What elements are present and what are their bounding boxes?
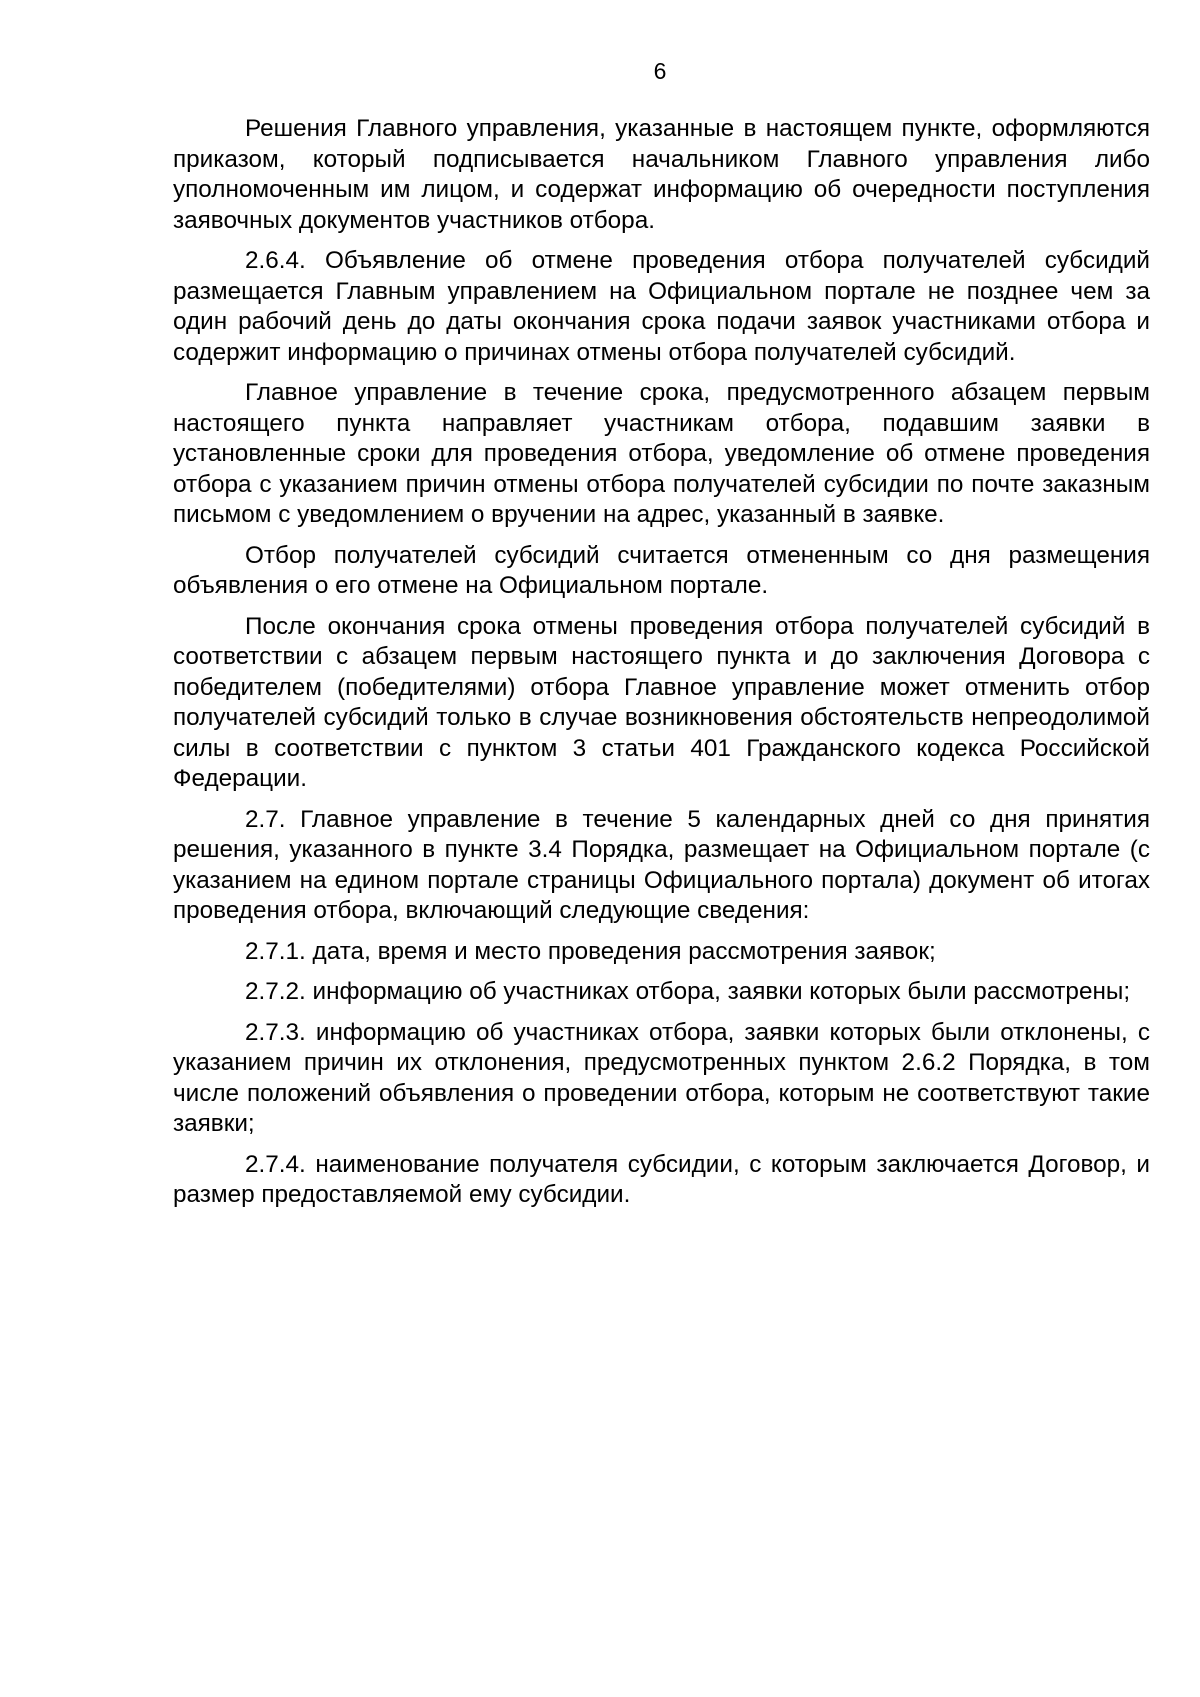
paragraph-2-6-4: 2.6.4. Объявление об отмене проведения отбора получателей субсидий размещается Главным управлением на Официальном портале не позднее чем за один рабочий день до даты окончания срока подачи заявок участниками отбора и содержит информацию о причинах отмены отбора получателей субсидий. <box>173 247 1150 366</box>
paragraph-2-7-1: 2.7.1. дата, время и место проведения рассмотрения заявок; <box>245 937 936 965</box>
document-body <box>173 114 1150 1221</box>
paragraph-cancelled: Отбор получателей субсидий считается отмененным со дня размещения объявления о его отмене на Официальном портале. <box>173 541 1150 599</box>
page-number: 6 <box>653 58 667 84</box>
paragraph-2-7-2: 2.7.2. информацию об участниках отбора, заявки которых были рассмотрены; <box>245 978 1131 1005</box>
paragraph-notification: Главное управление в течение срока, предусмотренного абзацем первым настоящего пункта направляет участникам отбора, подавшим заявки в установленные сроки для проведения отбора, уведомление об отмене проведения отбора с указанием причин отмены отбора получателей субсидии по почте заказным письмом с уведомлением о вручении на адрес, указанный в заявке. <box>173 379 1150 528</box>
paragraph-2-7-4: 2.7.4. наименование получателя субсидии, с которым заключается Договор, и размер предоставляемой ему субсидии. <box>173 1150 1150 1208</box>
paragraph-2-7: 2.7. Главное управление в течение 5 календарных дней со дня принятия решения, указанного в пункте 3.4 Порядка, размещает на Официальном портале (с указанием на едином портале страницы Официального портала) документ об итогах проведения отбора, включающий следующие сведения: <box>173 805 1150 924</box>
paragraph-decisions: Решения Главного управления, указанные в настоящем пункте, оформляются приказом, который подписывается начальником Главного управления либо уполномоченным им лицом, и содержат информацию об очередности поступления заявочных документов участников отбора. <box>173 115 1150 234</box>
paragraph-2-7-3: 2.7.3. информацию об участниках отбора, заявки которых были отклонены, с указанием причин их отклонения, предусмотренных пунктом 2.6.2 Порядка, в том числе положений объявления о проведении отбора, которым не соответствуют такие заявки; <box>173 1018 1150 1137</box>
paragraph-force-majeure: После окончания срока отмены проведения отбора получателей субсидий в соответствии с абзацем первым настоящего пункта и до заключения Договора с победителем (победителями) отбора Главное управление может отменить отбор получателей субсидий только в случае возникновения обстоятельств непреодолимой силы в соответствии с пунктом 3 статьи 401 Гражданского кодекса Российской Федерации. <box>173 612 1150 792</box>
